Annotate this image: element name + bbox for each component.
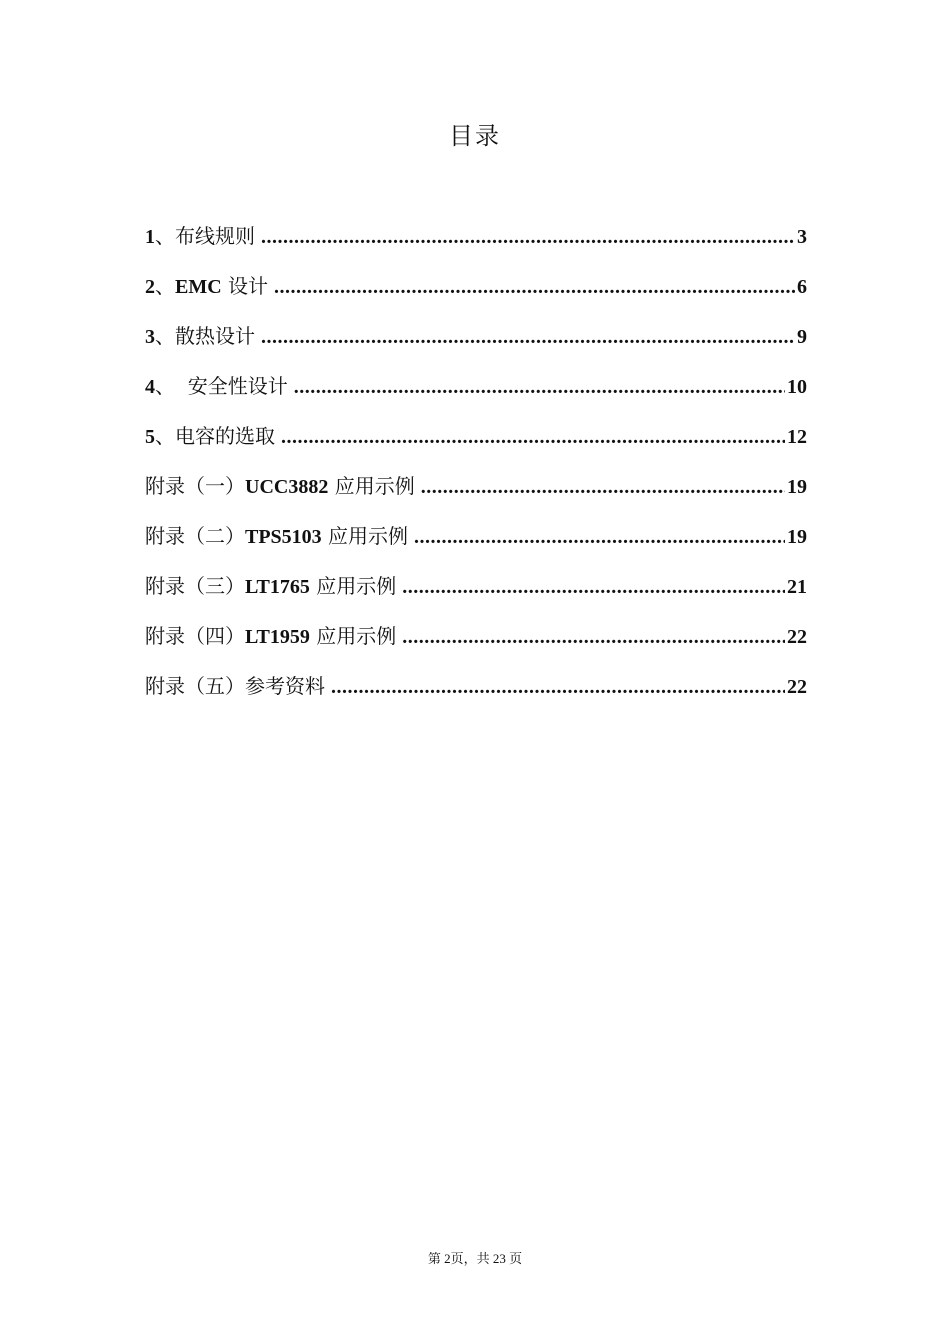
toc-page-number: 22 <box>787 676 807 698</box>
toc-page-number: 3 <box>797 226 807 248</box>
toc-entry[interactable] <box>145 270 807 320</box>
toc-entry-text: 安全性设计 <box>175 374 288 398</box>
page-title: 目录 <box>449 122 501 150</box>
toc-entry[interactable] <box>145 520 807 570</box>
table-of-contents <box>145 220 807 720</box>
toc-entry[interactable] <box>145 370 807 420</box>
toc-entry[interactable] <box>145 320 807 370</box>
toc-dot-leader <box>331 671 785 703</box>
toc-entry-separator: 、 <box>155 274 175 298</box>
toc-entry-text-suffix: 应用示例 <box>309 624 397 648</box>
toc-dot-leader <box>294 371 785 403</box>
toc-entry-separator: 、 <box>155 224 175 248</box>
toc-page-number: 19 <box>787 476 807 498</box>
toc-page-number: 22 <box>787 626 807 648</box>
toc-entry-number: 4 <box>145 376 155 398</box>
toc-entry-label <box>145 570 396 603</box>
toc-entry-label <box>145 670 325 703</box>
toc-entry-text-suffix: 应用示例 <box>321 524 409 548</box>
toc-entry-label <box>145 520 408 553</box>
toc-dot-leader <box>402 621 785 653</box>
toc-entry-text: 附录（三） <box>145 574 245 598</box>
toc-entry-bold-text: LT1765 <box>245 576 310 598</box>
toc-entry-bold-text: UCC3882 <box>245 476 329 498</box>
toc-entry-label <box>145 270 268 303</box>
toc-page-number: 21 <box>787 576 807 598</box>
toc-entry-bold-text: EMC <box>175 276 222 298</box>
toc-entry-text: 电容的选取 <box>175 424 275 448</box>
toc-entry-separator: 、 <box>155 374 175 398</box>
toc-page-number: 9 <box>797 326 807 348</box>
toc-entry[interactable] <box>145 670 807 720</box>
toc-entry[interactable] <box>145 470 807 520</box>
toc-entry-separator: 、 <box>155 424 175 448</box>
toc-entry-text: 附录（五）参考资料 <box>145 674 325 698</box>
toc-entry-text: 布线规则 <box>175 224 255 248</box>
toc-dot-leader <box>281 421 785 453</box>
toc-entry-label <box>145 620 396 653</box>
toc-entry-label <box>145 320 255 353</box>
toc-dot-leader <box>261 221 795 253</box>
toc-entry-number: 5 <box>145 426 155 448</box>
toc-dot-leader <box>274 271 795 303</box>
toc-entry-text: 附录（二） <box>145 524 245 548</box>
toc-entry[interactable] <box>145 220 807 270</box>
toc-entry-label <box>145 470 415 503</box>
page-footer: 第 2页，共 23 页 <box>427 1251 523 1266</box>
toc-dot-leader <box>414 521 785 553</box>
toc-entry-label <box>145 220 255 253</box>
toc-entry-label <box>145 420 275 453</box>
toc-page-number: 10 <box>787 376 807 398</box>
toc-entry-text: 附录（四） <box>145 624 245 648</box>
toc-entry-number: 1 <box>145 226 155 248</box>
toc-dot-leader <box>402 571 785 603</box>
toc-entry-text-suffix: 设计 <box>221 274 269 298</box>
toc-entry[interactable] <box>145 620 807 670</box>
toc-entry[interactable] <box>145 570 807 620</box>
toc-entry-bold-text: LT1959 <box>245 626 310 648</box>
toc-entry[interactable] <box>145 420 807 470</box>
toc-entry-number: 2 <box>145 276 155 298</box>
toc-dot-leader <box>421 471 785 503</box>
toc-page-number: 19 <box>787 526 807 548</box>
toc-dot-leader <box>261 321 795 353</box>
toc-entry-text-suffix: 应用示例 <box>309 574 397 598</box>
toc-entry-text-suffix: 应用示例 <box>328 474 415 498</box>
toc-page-number: 12 <box>787 426 807 448</box>
toc-entry-text: 散热设计 <box>175 324 255 348</box>
toc-entry-number: 3 <box>145 326 155 348</box>
toc-entry-separator: 、 <box>155 324 175 348</box>
toc-page-number: 6 <box>797 276 807 298</box>
toc-entry-text: 附录（一） <box>145 474 245 498</box>
toc-entry-label <box>145 370 288 403</box>
toc-entry-bold-text: TPS5103 <box>245 526 322 548</box>
